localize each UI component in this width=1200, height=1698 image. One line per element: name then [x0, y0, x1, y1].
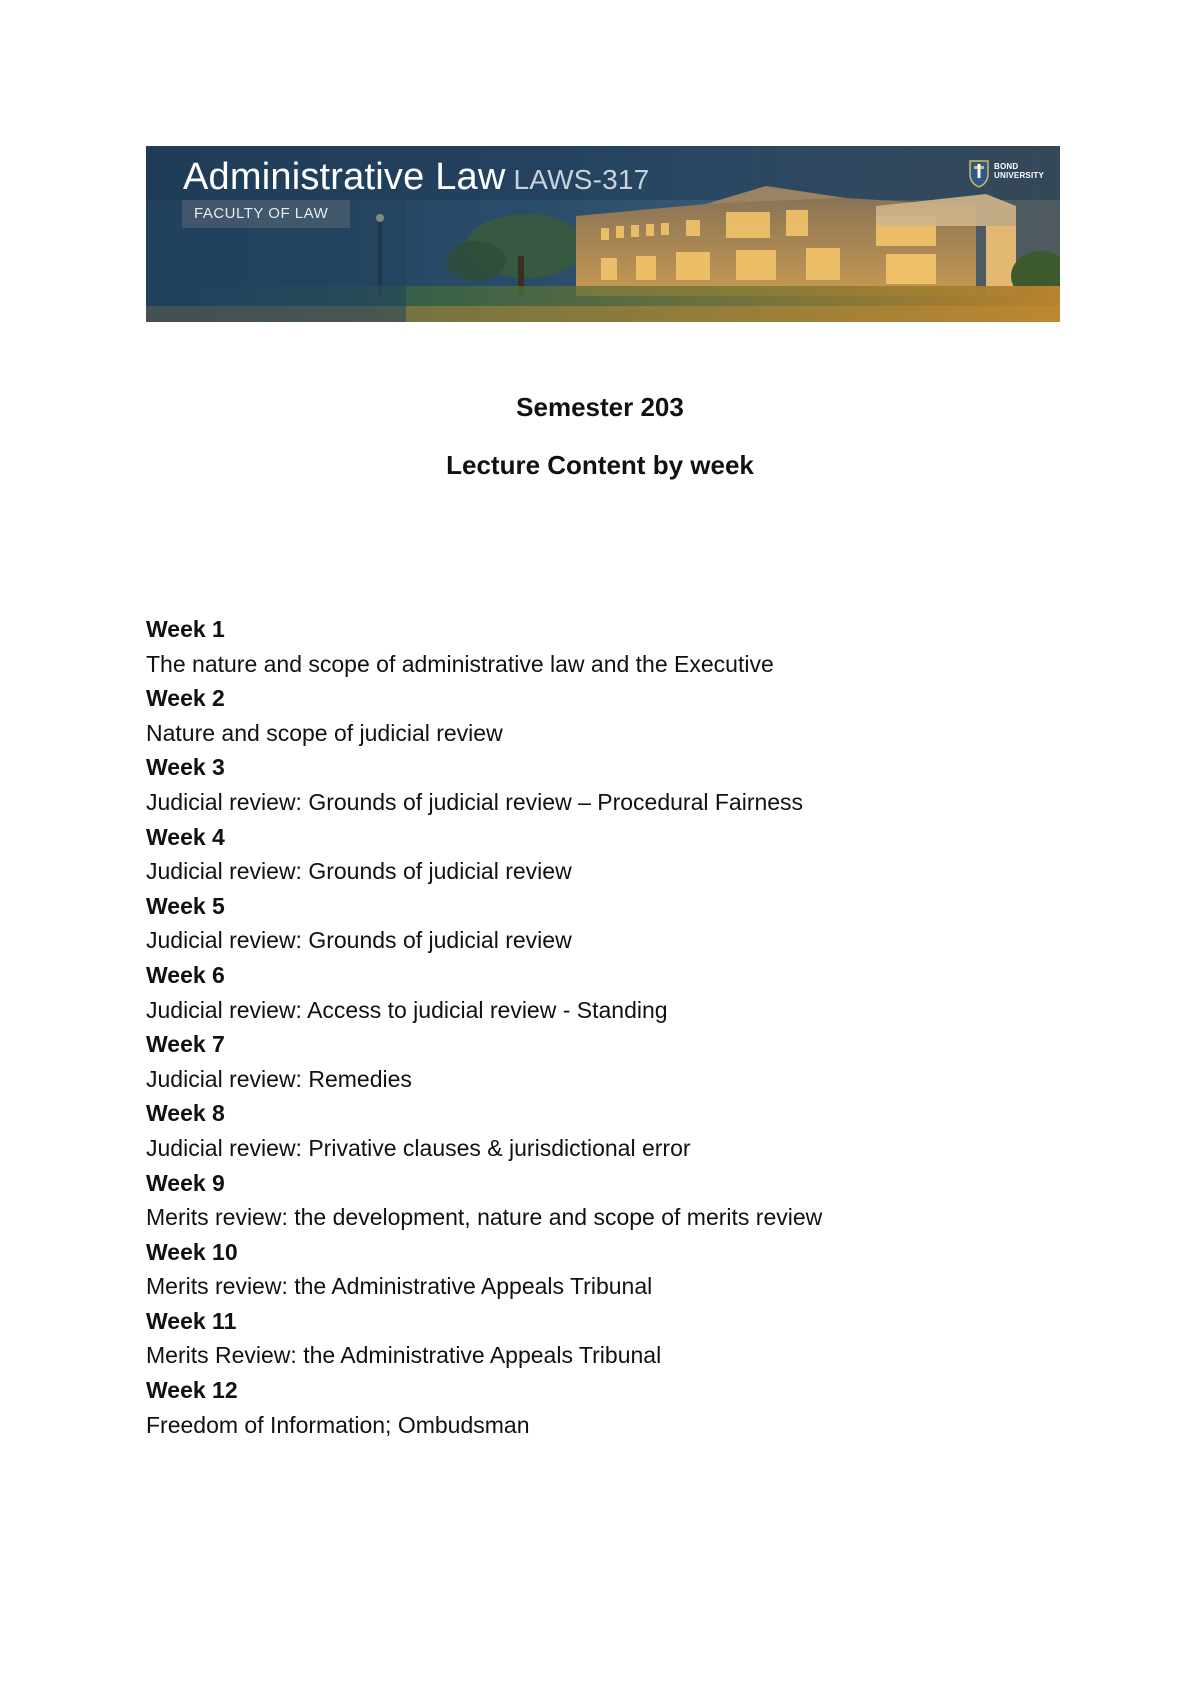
- week-label: Week 9: [146, 1169, 225, 1196]
- week-item: [146, 820, 1146, 889]
- week-topic: Merits review: the development, nature and scope of merits review: [146, 1204, 823, 1231]
- week-topic: Judicial review: Grounds of judicial review – Procedural Fairness: [146, 788, 804, 815]
- weekly-lecture-list: [146, 612, 1146, 1442]
- faculty-tag: FACULTY OF LAW: [182, 200, 350, 228]
- week-topic: Judicial review: Grounds of judicial review: [146, 927, 572, 954]
- week-item: [146, 750, 1146, 819]
- week-label: Week 12: [146, 1377, 238, 1404]
- week-item: [146, 889, 1146, 958]
- week-label: Week 1: [146, 616, 225, 642]
- university-logo: [968, 156, 1050, 192]
- course-code: LAWS-317: [513, 164, 650, 195]
- lecture-content-heading: Lecture Content by week: [446, 450, 754, 480]
- week-item: [146, 681, 1146, 750]
- week-item: [146, 1304, 1146, 1373]
- university-name: [994, 162, 1044, 180]
- week-label: Week 8: [146, 1100, 225, 1127]
- crest-icon: [968, 158, 990, 188]
- week-label: Week 2: [146, 685, 225, 712]
- week-item: [146, 1235, 1146, 1304]
- week-label: Week 3: [146, 754, 225, 781]
- week-item: [146, 1166, 1146, 1235]
- week-label: Week 4: [146, 823, 225, 850]
- week-label: Week 10: [146, 1238, 238, 1265]
- week-label: Week 7: [146, 1031, 225, 1058]
- week-topic: Merits review: the Administrative Appeals Tribunal: [146, 1273, 653, 1300]
- week-topic: Judicial review: Grounds of judicial review: [146, 858, 572, 885]
- university-name-line2: UNIVERSITY: [994, 171, 1045, 180]
- week-item: [146, 1373, 1146, 1442]
- course-title-text: Administrative Law: [183, 156, 506, 198]
- week-topic: Judicial review: Access to judicial review - Standing: [146, 996, 668, 1023]
- course-banner: [146, 146, 1060, 322]
- week-item: [146, 612, 1146, 681]
- week-topic: Judicial review: Remedies: [146, 1065, 412, 1092]
- university-name-line1: BOND: [994, 162, 1019, 171]
- week-topic: Judicial review: Privative clauses & jurisdictional error: [146, 1134, 691, 1161]
- week-item: [146, 1096, 1146, 1165]
- semester-heading: Semester 203: [516, 392, 684, 422]
- week-topic: Merits Review: the Administrative Appeals Tribunal: [146, 1342, 662, 1369]
- week-topic: Freedom of Information; Ombudsman: [146, 1411, 530, 1438]
- week-label: Week 11: [146, 1307, 237, 1334]
- week-item: [146, 1027, 1146, 1096]
- week-label: Week 6: [146, 961, 225, 988]
- course-title: [183, 156, 649, 199]
- week-topic: Nature and scope of judicial review: [146, 719, 503, 746]
- week-topic: The nature and scope of administrative law and the Executive: [146, 650, 774, 677]
- week-item: [146, 958, 1146, 1027]
- week-label: Week 5: [146, 892, 225, 919]
